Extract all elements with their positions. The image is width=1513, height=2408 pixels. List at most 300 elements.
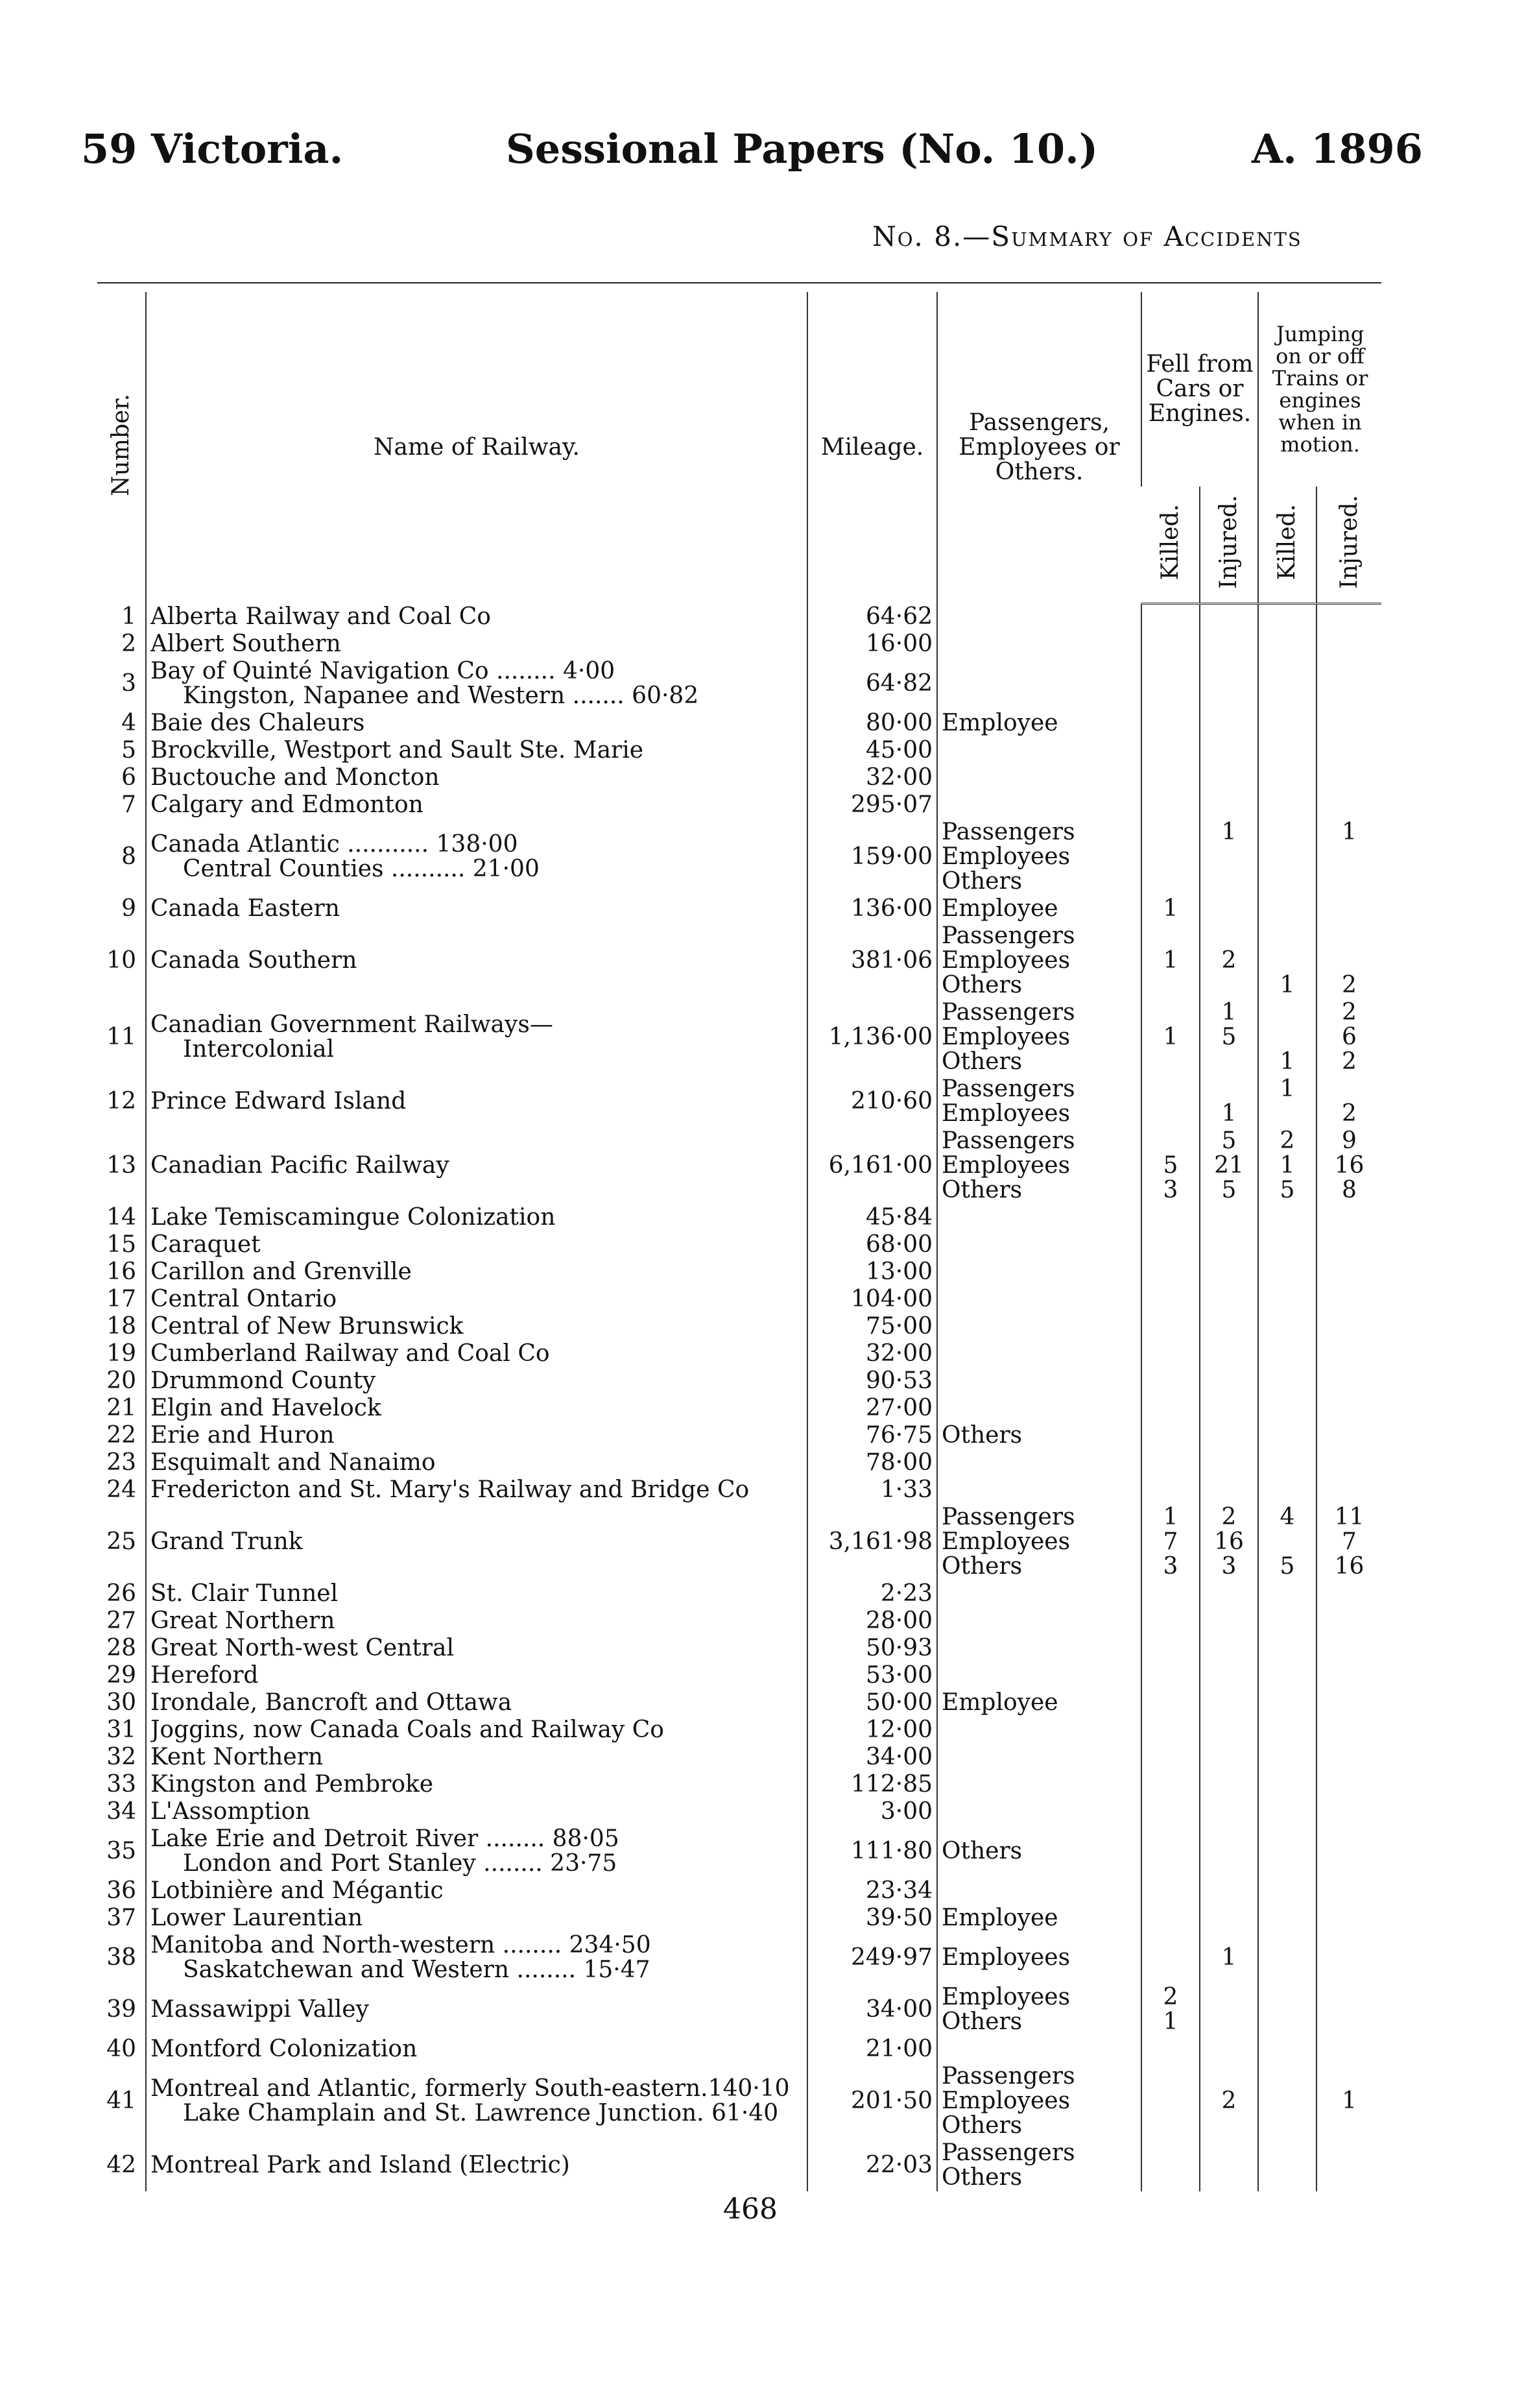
count-jk bbox=[1258, 1825, 1316, 1877]
railway-name bbox=[146, 1340, 807, 1367]
railway-name bbox=[146, 1771, 807, 1798]
row-number: 37 bbox=[106, 1905, 136, 1931]
table-row bbox=[97, 1689, 1381, 1716]
count-jk bbox=[1258, 1932, 1316, 1984]
count-fk bbox=[1141, 791, 1200, 819]
persons bbox=[937, 1127, 1141, 1204]
count-value: 2 bbox=[1280, 1127, 1295, 1154]
count-value: 3 bbox=[1221, 1553, 1237, 1580]
count-value bbox=[1263, 845, 1312, 869]
count-fk bbox=[1141, 1127, 1200, 1204]
cell-line: Fredericton and St. Mary's Railway and Bridge Co bbox=[150, 1478, 750, 1502]
cell-line: Employees bbox=[942, 1025, 1071, 1050]
table-row bbox=[97, 1798, 1381, 1825]
count-value: 1 bbox=[1221, 1944, 1237, 1971]
count-value bbox=[1146, 2141, 1195, 2165]
railway-name bbox=[146, 1231, 807, 1258]
count-ji bbox=[1316, 2036, 1381, 2063]
table-row bbox=[97, 1744, 1381, 1771]
count-jk bbox=[1258, 2139, 1316, 2191]
persons bbox=[937, 1449, 1141, 1476]
count-value: 1 bbox=[1280, 1076, 1295, 1102]
table-row bbox=[97, 1422, 1381, 1449]
persons bbox=[937, 1504, 1141, 1580]
cell-line: Bay of Quinté Navigation Co ........ 4·00 bbox=[150, 659, 615, 684]
count-fi bbox=[1200, 1689, 1258, 1716]
count-fi bbox=[1200, 1395, 1258, 1422]
mileage: 22·03 bbox=[807, 2139, 937, 2191]
cell-line: Employee bbox=[942, 897, 1058, 921]
count-jk bbox=[1258, 1877, 1316, 1905]
cell-line: Elgin and Havelock bbox=[150, 1396, 381, 1421]
table-row bbox=[97, 1877, 1381, 1905]
count-value bbox=[1263, 1025, 1312, 1050]
count-fi bbox=[1200, 1340, 1258, 1367]
count-jk bbox=[1258, 2063, 1316, 2139]
count-value: 5 bbox=[1221, 1127, 1237, 1154]
count-ji bbox=[1316, 1580, 1381, 1607]
count-fi bbox=[1200, 1984, 1258, 2036]
persons bbox=[937, 791, 1141, 819]
count-ji bbox=[1316, 1798, 1381, 1825]
count-fk bbox=[1141, 2063, 1200, 2139]
count-ji bbox=[1316, 1771, 1381, 1798]
cell-line: Hereford bbox=[150, 1663, 259, 1688]
row-number: 25 bbox=[106, 1528, 136, 1555]
count-value bbox=[1263, 869, 1312, 894]
count-jk bbox=[1258, 1449, 1316, 1476]
mileage: 45·84 bbox=[807, 1204, 937, 1231]
count-ji bbox=[1316, 1395, 1381, 1422]
count-value bbox=[1204, 1077, 1254, 1102]
mileage: 3,161·98 bbox=[807, 1504, 937, 1580]
row-number: 31 bbox=[106, 1716, 136, 1743]
persons bbox=[937, 1076, 1141, 1127]
count-fk bbox=[1141, 1367, 1200, 1395]
count-fi bbox=[1200, 2036, 1258, 2063]
table-row bbox=[97, 1607, 1381, 1635]
persons bbox=[937, 1689, 1141, 1716]
count-fi bbox=[1200, 1771, 1258, 1798]
cell-line: Calgary and Edmonton bbox=[150, 793, 423, 817]
cell-line: Passengers bbox=[942, 1077, 1075, 1102]
count-value bbox=[1321, 2064, 1377, 2089]
count-jk bbox=[1258, 1340, 1316, 1367]
persons bbox=[937, 631, 1141, 658]
count-fk bbox=[1141, 1984, 1200, 2036]
count-value: 8 bbox=[1342, 1177, 1357, 1203]
row-number: 1 bbox=[121, 603, 136, 630]
cell-line: Canada Southern bbox=[150, 948, 357, 973]
count-ji bbox=[1316, 895, 1381, 922]
table-subtitle: No. 8.—Summary of Accidents bbox=[872, 221, 1302, 252]
count-value bbox=[1146, 2089, 1195, 2113]
row-number: 3 bbox=[121, 670, 136, 697]
count-fk bbox=[1141, 1689, 1200, 1716]
count-value: 2 bbox=[1342, 972, 1357, 998]
railway-name bbox=[146, 603, 807, 631]
railway-name bbox=[146, 1798, 807, 1825]
mileage: 28·00 bbox=[807, 1607, 937, 1635]
count-ji bbox=[1316, 658, 1381, 710]
count-fi bbox=[1200, 1476, 1258, 1504]
row-number: 19 bbox=[106, 1340, 136, 1367]
mileage: 39·50 bbox=[807, 1905, 937, 1932]
table-row bbox=[97, 2139, 1381, 2191]
row-number: 27 bbox=[106, 1607, 136, 1634]
table-row bbox=[97, 1932, 1381, 1984]
count-value bbox=[1204, 1050, 1254, 1074]
cell-line: London and Port Stanley ........ 23·75 bbox=[183, 1850, 617, 1877]
count-value: 5 bbox=[1221, 1177, 1237, 1203]
count-value: 5 bbox=[1280, 1177, 1295, 1203]
count-value: 1 bbox=[1221, 999, 1237, 1026]
table-row bbox=[97, 1662, 1381, 1689]
cell-line: Others bbox=[942, 1839, 1023, 1864]
mileage: 381·06 bbox=[807, 922, 937, 999]
count-value bbox=[1146, 1000, 1195, 1025]
cell-line: Manitoba and North-western ........ 234·50 bbox=[150, 1933, 651, 1958]
count-jk bbox=[1258, 791, 1316, 819]
cell-line: Others bbox=[942, 1423, 1023, 1448]
count-jk bbox=[1258, 710, 1316, 737]
persons bbox=[937, 1607, 1141, 1635]
row-number: 26 bbox=[106, 1580, 136, 1607]
count-value bbox=[1263, 2141, 1312, 2165]
count-fi bbox=[1200, 1607, 1258, 1635]
table-row bbox=[97, 1340, 1381, 1367]
mileage: 21·00 bbox=[807, 2036, 937, 2063]
mileage: 53·00 bbox=[807, 1662, 937, 1689]
count-ji bbox=[1316, 1422, 1381, 1449]
count-jk bbox=[1258, 1744, 1316, 1771]
railway-name bbox=[146, 1076, 807, 1127]
count-ji bbox=[1316, 1504, 1381, 1580]
row-number: 7 bbox=[121, 791, 136, 818]
count-value: 1 bbox=[1280, 1152, 1295, 1179]
cell-line: Baie des Chaleurs bbox=[150, 711, 365, 736]
count-ji bbox=[1316, 737, 1381, 764]
cell-line: Passengers bbox=[942, 2064, 1075, 2089]
mileage: 2·23 bbox=[807, 1580, 937, 1607]
count-value bbox=[1321, 2010, 1377, 2034]
cell-line: Drummond County bbox=[150, 1369, 376, 1393]
count-value bbox=[1263, 2113, 1312, 2138]
count-ji bbox=[1316, 1127, 1381, 1204]
railway-name bbox=[146, 1905, 807, 1932]
railway-name bbox=[146, 1127, 807, 1204]
count-ji bbox=[1316, 1313, 1381, 1340]
count-value bbox=[1263, 924, 1312, 948]
row-number: 34 bbox=[106, 1798, 136, 1825]
count-value bbox=[1263, 1945, 1312, 1970]
count-fi bbox=[1200, 631, 1258, 658]
persons bbox=[937, 2063, 1141, 2139]
cell-line: Others bbox=[942, 869, 1023, 894]
cell-line: Canadian Pacific Railway bbox=[150, 1153, 449, 1178]
count-fi bbox=[1200, 737, 1258, 764]
count-jk bbox=[1258, 1395, 1316, 1422]
count-fk bbox=[1141, 1607, 1200, 1635]
cell-line: L'Assomption bbox=[150, 1800, 311, 1824]
count-fi bbox=[1200, 1367, 1258, 1395]
persons bbox=[937, 895, 1141, 922]
persons bbox=[937, 1798, 1141, 1825]
count-jk bbox=[1258, 658, 1316, 710]
row-number: 28 bbox=[106, 1635, 136, 1661]
count-value: 1 bbox=[1163, 947, 1178, 974]
count-value bbox=[1146, 924, 1195, 948]
table-row bbox=[97, 791, 1381, 819]
count-fk bbox=[1141, 1744, 1200, 1771]
cell-line: Buctouche and Moncton bbox=[150, 765, 440, 790]
count-fi bbox=[1200, 1744, 1258, 1771]
count-fi bbox=[1200, 1580, 1258, 1607]
row-number: 15 bbox=[106, 1231, 136, 1258]
count-value: 2 bbox=[1221, 947, 1237, 974]
count-value: 1 bbox=[1163, 2008, 1178, 2035]
railway-name bbox=[146, 819, 807, 895]
count-fk bbox=[1141, 1449, 1200, 1476]
count-value bbox=[1146, 1129, 1195, 1153]
count-value bbox=[1204, 1985, 1254, 2010]
count-value: 11 bbox=[1334, 1504, 1364, 1530]
cell-line: Lake Temiscamingue Colonization bbox=[150, 1205, 556, 1230]
count-fi bbox=[1200, 710, 1258, 737]
count-fi bbox=[1200, 999, 1258, 1076]
count-jk bbox=[1258, 1607, 1316, 1635]
count-ji bbox=[1316, 1877, 1381, 1905]
count-fk bbox=[1141, 1905, 1200, 1932]
count-value bbox=[1321, 924, 1377, 948]
count-value: 9 bbox=[1342, 1127, 1357, 1154]
mileage: 111·80 bbox=[807, 1825, 937, 1877]
count-fk bbox=[1141, 1580, 1200, 1607]
table-body bbox=[97, 603, 1381, 2191]
count-value bbox=[1263, 2089, 1312, 2113]
count-fk bbox=[1141, 1662, 1200, 1689]
cell-line: Others bbox=[942, 1178, 1023, 1203]
count-ji bbox=[1316, 1367, 1381, 1395]
persons bbox=[937, 658, 1141, 710]
persons bbox=[937, 1984, 1141, 2036]
count-value: 1 bbox=[1163, 1504, 1178, 1530]
count-ji bbox=[1316, 603, 1381, 631]
mileage: 201·50 bbox=[807, 2063, 937, 2139]
row-number: 14 bbox=[106, 1204, 136, 1231]
count-ji bbox=[1316, 1076, 1381, 1127]
count-fi bbox=[1200, 764, 1258, 791]
row-number: 39 bbox=[106, 1996, 136, 2023]
cell-line: Central of New Brunswick bbox=[150, 1314, 464, 1339]
railway-name bbox=[146, 1449, 807, 1476]
col-persons: Passengers, Employees or Others. bbox=[937, 292, 1141, 603]
table-row bbox=[97, 1286, 1381, 1313]
railway-name bbox=[146, 710, 807, 737]
cell-line: Massawippi Valley bbox=[150, 1997, 369, 2022]
railway-name bbox=[146, 1395, 807, 1422]
persons bbox=[937, 1744, 1141, 1771]
count-value bbox=[1321, 845, 1377, 869]
count-fi bbox=[1200, 895, 1258, 922]
row-number: 12 bbox=[106, 1088, 136, 1114]
count-value bbox=[1146, 973, 1195, 998]
cell-line: Passengers bbox=[942, 924, 1075, 948]
count-jk bbox=[1258, 764, 1316, 791]
count-value: 3 bbox=[1163, 1553, 1178, 1580]
count-value: 1 bbox=[1163, 895, 1178, 922]
count-ji bbox=[1316, 1340, 1381, 1367]
count-value bbox=[1321, 897, 1377, 921]
count-jk bbox=[1258, 737, 1316, 764]
mileage: 23·34 bbox=[807, 1877, 937, 1905]
count-value: 1 bbox=[1221, 1100, 1237, 1127]
cell-line: Alberta Railway and Coal Co bbox=[150, 605, 491, 629]
persons bbox=[937, 603, 1141, 631]
count-value bbox=[1263, 2064, 1312, 2089]
persons bbox=[937, 1340, 1141, 1367]
count-value: 6 bbox=[1342, 1024, 1357, 1050]
railway-name bbox=[146, 631, 807, 658]
row-number: 10 bbox=[106, 947, 136, 974]
count-value bbox=[1321, 869, 1377, 894]
cell-line: Carillon and Grenville bbox=[150, 1260, 412, 1284]
table-row bbox=[97, 999, 1381, 1076]
row-number: 5 bbox=[121, 737, 136, 764]
row-number: 8 bbox=[121, 843, 136, 870]
persons bbox=[937, 1580, 1141, 1607]
railway-name bbox=[146, 922, 807, 999]
table-row bbox=[97, 710, 1381, 737]
page-number: 468 bbox=[723, 2193, 778, 2226]
table-row bbox=[97, 658, 1381, 710]
railway-name bbox=[146, 1204, 807, 1231]
cell-line: Canada Eastern bbox=[150, 897, 340, 921]
cell-line: Employees bbox=[942, 1945, 1071, 1970]
count-value: 7 bbox=[1342, 1528, 1357, 1555]
mileage: 6,161·00 bbox=[807, 1127, 937, 1204]
persons bbox=[937, 710, 1141, 737]
row-number: 29 bbox=[106, 1662, 136, 1689]
cell-line: Central Counties .......... 21·00 bbox=[183, 856, 540, 882]
count-value: 7 bbox=[1163, 1528, 1178, 1555]
count-fi bbox=[1200, 603, 1258, 631]
count-fk bbox=[1141, 658, 1200, 710]
table-row bbox=[97, 1076, 1381, 1127]
row-number: 42 bbox=[106, 2152, 136, 2178]
mileage: 1·33 bbox=[807, 1476, 937, 1504]
persons bbox=[937, 2036, 1141, 2063]
cell-line: Kingston and Pembroke bbox=[150, 1772, 434, 1797]
table-row bbox=[97, 1504, 1381, 1580]
count-value: 2 bbox=[1221, 2088, 1237, 2114]
count-value bbox=[1263, 1000, 1312, 1025]
railway-name bbox=[146, 1825, 807, 1877]
count-fk bbox=[1141, 631, 1200, 658]
row-number: 18 bbox=[106, 1313, 136, 1340]
persons bbox=[937, 1877, 1141, 1905]
count-value bbox=[1263, 948, 1312, 973]
persons bbox=[937, 2139, 1141, 2191]
mileage: 1,136·00 bbox=[807, 999, 937, 1076]
persons bbox=[937, 1716, 1141, 1744]
count-value: 5 bbox=[1163, 1152, 1178, 1179]
cell-line: Canadian Government Railways— bbox=[150, 1013, 553, 1037]
count-ji bbox=[1316, 791, 1381, 819]
count-value bbox=[1321, 948, 1377, 973]
cell-line: Intercolonial bbox=[183, 1036, 335, 1063]
count-jk bbox=[1258, 1771, 1316, 1798]
count-ji bbox=[1316, 1689, 1381, 1716]
row-number: 32 bbox=[106, 1744, 136, 1770]
count-value: 1 bbox=[1221, 819, 1237, 845]
count-value bbox=[1204, 845, 1254, 869]
persons bbox=[937, 1905, 1141, 1932]
table-row bbox=[97, 1313, 1381, 1340]
count-fi bbox=[1200, 1716, 1258, 1744]
count-value bbox=[1146, 1945, 1195, 1970]
mileage: 12·00 bbox=[807, 1716, 937, 1744]
col-mileage: Mileage. bbox=[807, 292, 937, 603]
count-fk bbox=[1141, 1476, 1200, 1504]
count-fk bbox=[1141, 2036, 1200, 2063]
cell-line: Grand Trunk bbox=[150, 1530, 303, 1554]
cell-line: Central Ontario bbox=[150, 1287, 337, 1312]
count-jk bbox=[1258, 2036, 1316, 2063]
count-fi bbox=[1200, 2063, 1258, 2139]
count-value: 5 bbox=[1280, 1553, 1295, 1580]
col-fell: Fell from Cars or Engines. bbox=[1141, 292, 1258, 487]
mileage: 75·00 bbox=[807, 1313, 937, 1340]
table-row bbox=[97, 1580, 1381, 1607]
count-fi bbox=[1200, 2139, 1258, 2191]
count-jk bbox=[1258, 631, 1316, 658]
col-jump: Jumping on or off Trains or engines when in motion. bbox=[1258, 292, 1381, 487]
persons bbox=[937, 737, 1141, 764]
cell-line: Lotbinière and Mégantic bbox=[150, 1879, 444, 1903]
cell-line: Others bbox=[942, 2010, 1023, 2034]
count-fi bbox=[1200, 1877, 1258, 1905]
row-number: 24 bbox=[106, 1476, 136, 1503]
count-value: 2 bbox=[1342, 1100, 1357, 1127]
persons bbox=[937, 1367, 1141, 1395]
table-row bbox=[97, 1258, 1381, 1286]
cell-line: Lake Champlain and St. Lawrence Junction. 61·40 bbox=[183, 2100, 779, 2126]
railway-name bbox=[146, 1877, 807, 1905]
count-value bbox=[1146, 869, 1195, 894]
count-ji bbox=[1316, 1231, 1381, 1258]
cell-line: Passengers bbox=[942, 1505, 1075, 1530]
count-value bbox=[1263, 897, 1312, 921]
col-name: Name of Railway. bbox=[146, 292, 807, 603]
table-row bbox=[97, 1825, 1381, 1877]
count-value: 1 bbox=[1342, 2088, 1357, 2114]
mileage: 210·60 bbox=[807, 1076, 937, 1127]
count-fi bbox=[1200, 1127, 1258, 1204]
accidents-table bbox=[97, 292, 1381, 2191]
count-jk bbox=[1258, 1258, 1316, 1286]
railway-name bbox=[146, 1744, 807, 1771]
count-value: 5 bbox=[1221, 1024, 1237, 1050]
table-row bbox=[97, 737, 1381, 764]
table-row bbox=[97, 922, 1381, 999]
count-value bbox=[1146, 2113, 1195, 2138]
count-fk bbox=[1141, 1932, 1200, 1984]
mileage: 68·00 bbox=[807, 1231, 937, 1258]
cell-line: Lower Laurentian bbox=[150, 1906, 363, 1931]
railway-name bbox=[146, 658, 807, 710]
cell-line: Passengers bbox=[942, 2141, 1075, 2165]
